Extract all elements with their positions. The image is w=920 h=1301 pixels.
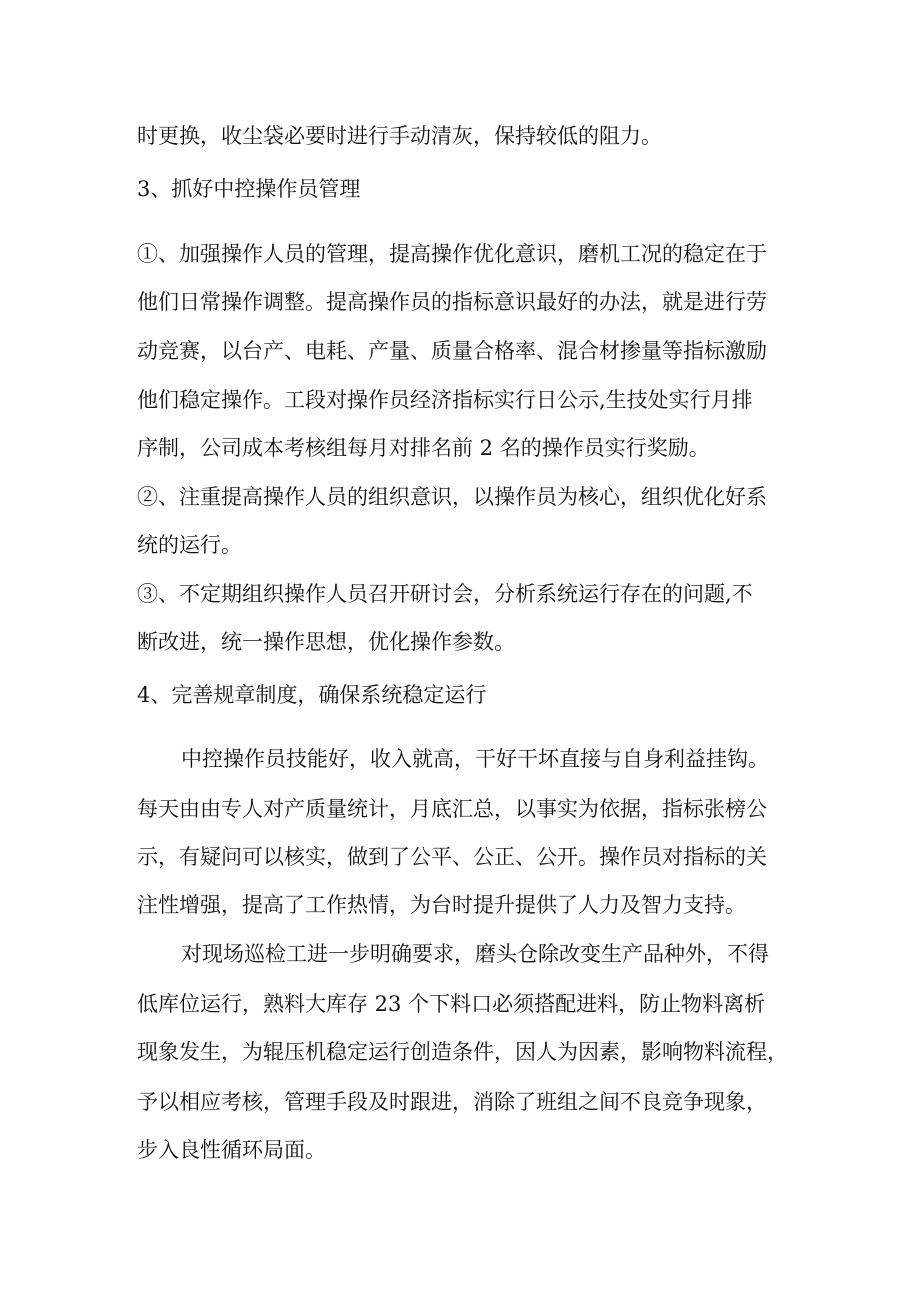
section-heading-3: 3、抓好中控操作员管理 [137, 177, 361, 201]
text-line-17: 对现场巡检工进一步明确要求，磨头仓除改变生产品种外，不得 [181, 942, 769, 966]
text-line-20: 予以相应考核，管理手段及时跟进，消除了班组之间不良竞争现象， [137, 1090, 767, 1114]
text-line-3: ①、加强操作人员的管理，提高操作优化意识，磨机工况的稳定在于 [137, 242, 767, 266]
text-line-4: 他们日常操作调整。提高操作员的指标意识最好的办法，就是进行劳 [137, 290, 767, 314]
text-line-19: 现象发生，为辊压机稳定运行创造条件，因人为因素，影响物料流程， [137, 1040, 788, 1064]
text-line-16: 注性增强，提高了工作热情，为台时提升提供了人力及智力支持。 [137, 893, 746, 917]
section-heading-4: 4、完善规章制度，确保系统稳定运行 [137, 683, 487, 707]
text-line-8: ②、注重提高操作人员的组织意识，以操作员为核心，组织优化好系 [137, 485, 767, 509]
text-line-21: 步入良性循环局面。 [137, 1138, 326, 1162]
text-line-1: 时更换，收尘袋必要时进行手动清灰，保持较低的阻力。 [137, 124, 662, 148]
text-line-14: 每天由由专人对产质量统计，月底汇总，以事实为依据，指标张榜公 [137, 797, 767, 821]
text-line-15: 示，有疑问可以核实，做到了公平、公正、公开。操作员对指标的关 [137, 845, 767, 869]
text-line-6: 他们稳定操作。工段对操作员经济指标实行日公示,生技处实行月排 [137, 388, 753, 412]
text-line-18: 低库位运行，熟料大库存 23 个下料口必须搭配进料，防止物料离析 [137, 992, 766, 1016]
text-line-10: ③、不定期组织操作人员召开研讨会，分析系统运行存在的问题,不 [137, 582, 753, 606]
text-line-7: 序制，公司成本考核组每月对排名前 2 名的操作员实行奖励。 [137, 436, 710, 460]
text-line-11: 断改进，统一操作思想，优化操作参数。 [137, 630, 515, 654]
text-line-13: 中控操作员技能好，收入就高，干好干坏直接与自身利益挂钩。 [181, 747, 769, 771]
text-line-5: 动竞赛，以台产、电耗、产量、质量合格率、混合材掺量等指标激励 [137, 339, 767, 363]
text-line-9: 统的运行。 [137, 533, 242, 557]
